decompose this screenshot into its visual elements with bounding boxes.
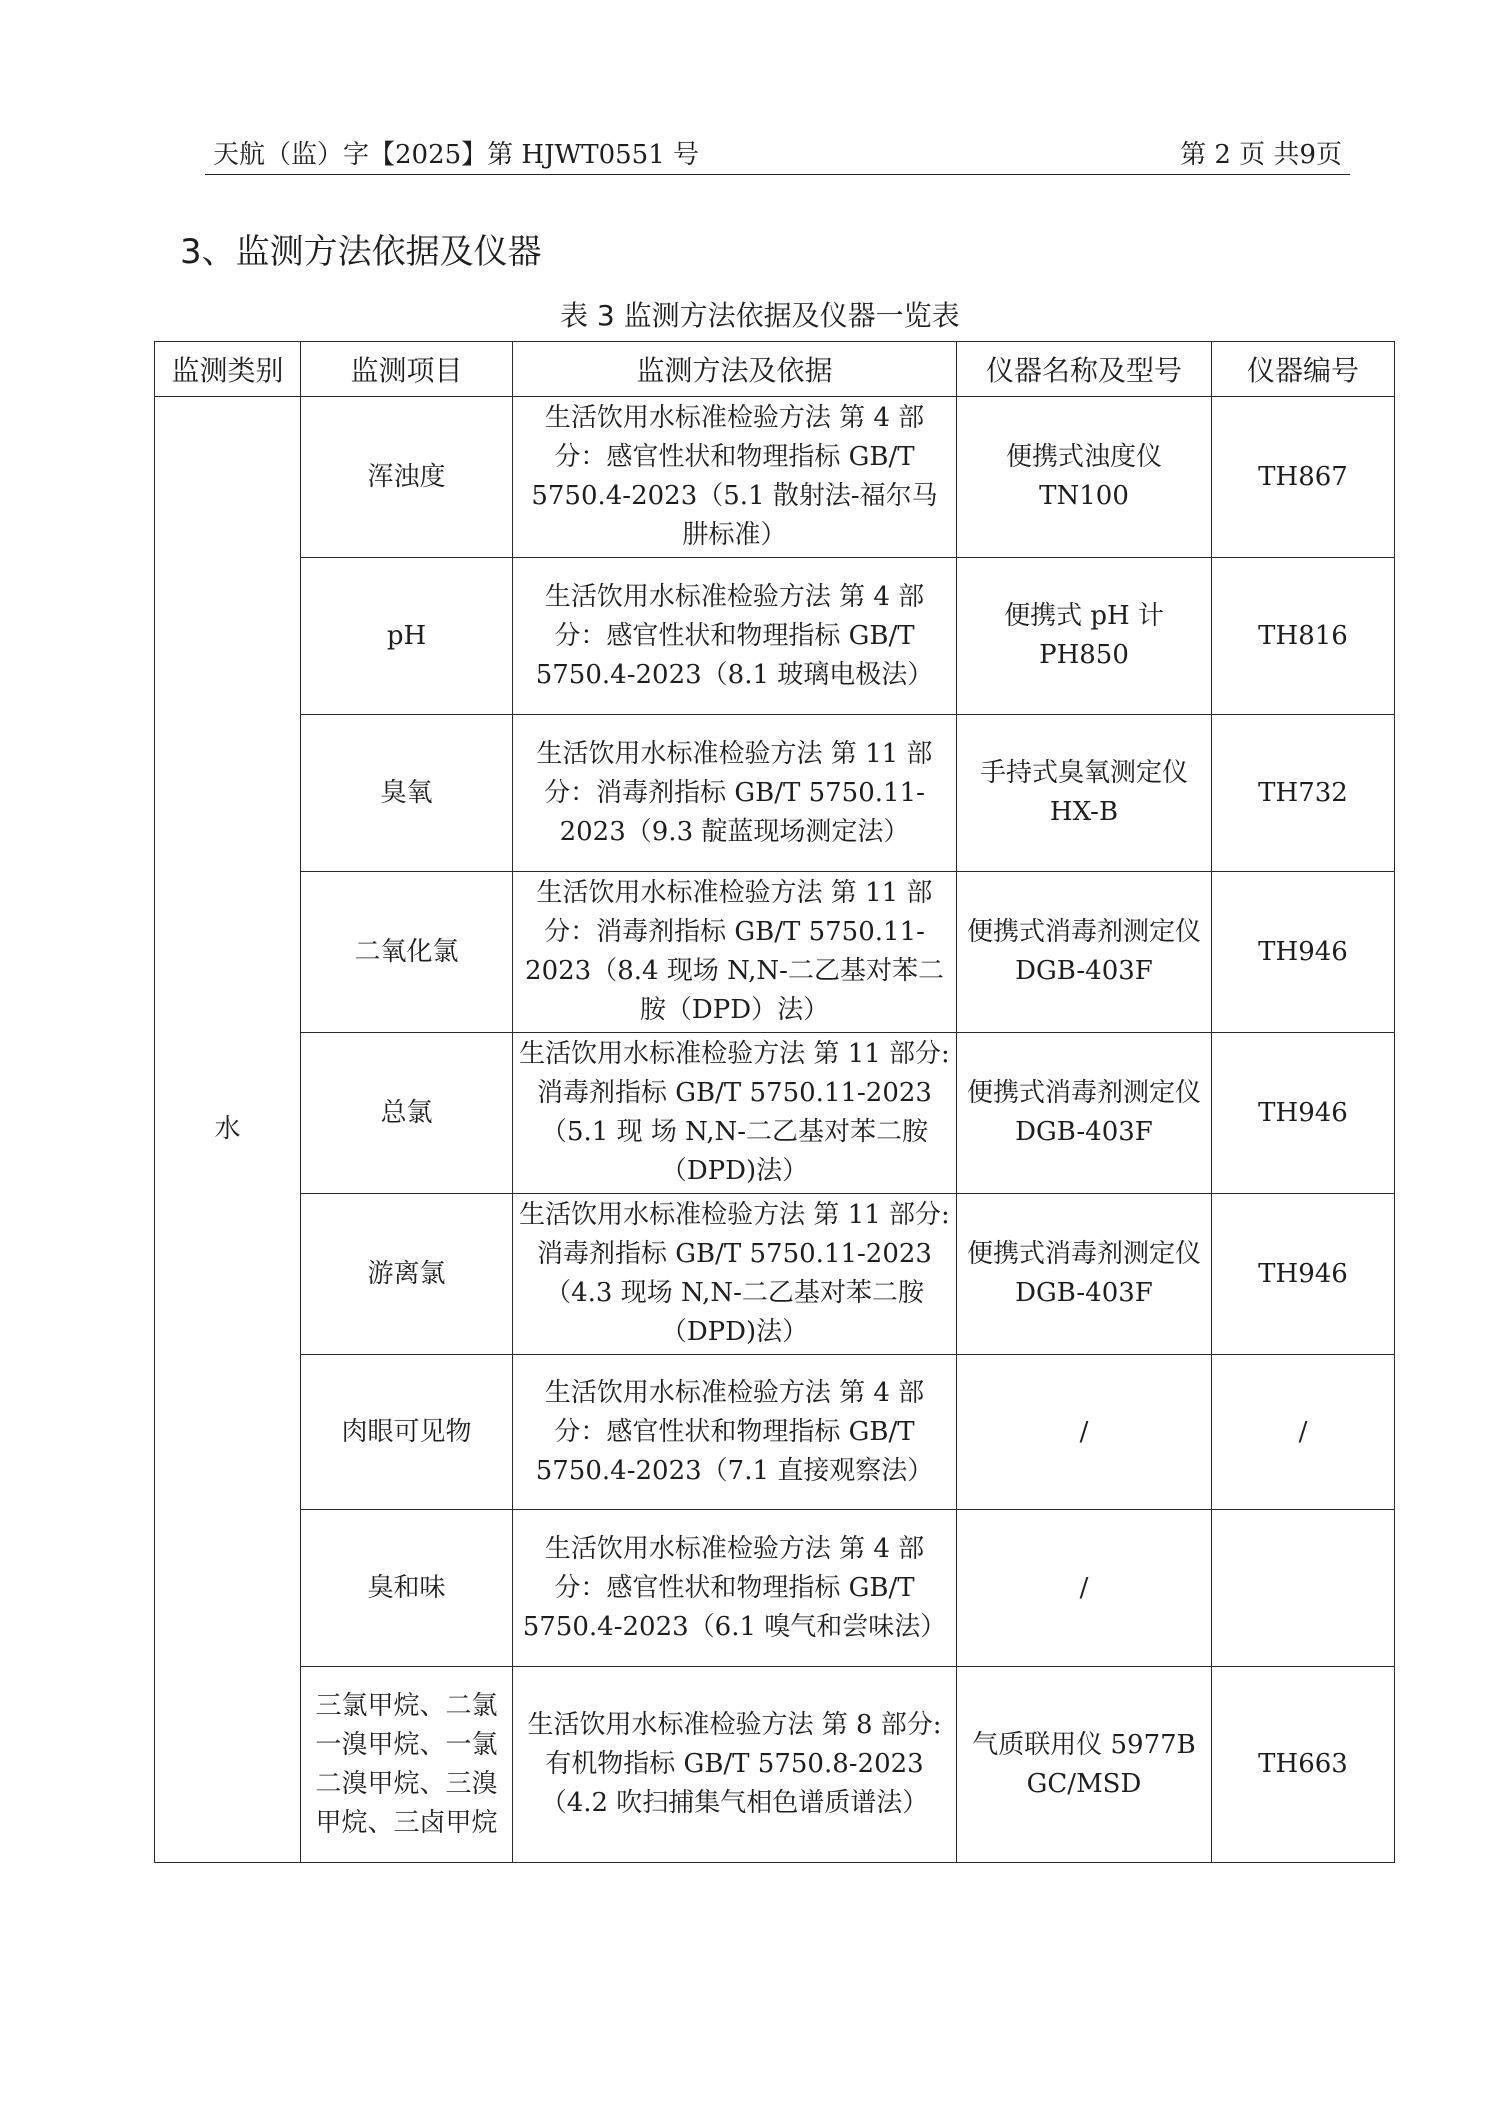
- instrument-cell: 便携式浊度仪 TN100: [957, 397, 1212, 558]
- table-row: [155, 1667, 1395, 1863]
- method-cell: 生活饮用水标准检验方法 第 11 部分：消毒剂指标 GB/T 5750.11-2023（9.3 靛蓝现场测定法）: [513, 715, 957, 872]
- table-row: [155, 1194, 1395, 1355]
- instrument-cell: 手持式臭氧测定仪 HX-B: [957, 715, 1212, 872]
- number-cell: TH732: [1212, 715, 1395, 872]
- table-row: [155, 397, 1395, 558]
- table-row: [155, 1355, 1395, 1510]
- column-header: 仪器编号: [1212, 342, 1395, 397]
- method-cell: 生活饮用水标准检验方法 第 11 部分:消毒剂指标 GB/T 5750.11-2023（4.3 现场 N,N-二乙基对苯二胺（DPD)法）: [513, 1194, 957, 1355]
- item-cell: pH: [301, 558, 513, 715]
- instrument-cell: 便携式消毒剂测定仪 DGB-403F: [957, 872, 1212, 1033]
- methods-table: [154, 341, 1395, 1863]
- column-header: 监测项目: [301, 342, 513, 397]
- number-cell: /: [1212, 1355, 1395, 1510]
- method-cell: 生活饮用水标准检验方法 第 11 部分：消毒剂指标 GB/T 5750.11-2023（8.4 现场 N,N-二乙基对苯二胺（DPD）法）: [513, 872, 957, 1033]
- page-header: [205, 130, 1350, 175]
- table-row: [155, 1033, 1395, 1194]
- table-title: 表 3 监测方法依据及仪器一览表: [560, 299, 960, 332]
- item-cell: 肉眼可见物: [301, 1355, 513, 1510]
- page-info: 第 2 页 共9页: [1180, 140, 1342, 170]
- document-number: 天航（监）字【2025】第 HJWT0551 号: [213, 140, 700, 170]
- item-cell: 二氧化氯: [301, 872, 513, 1033]
- column-header: 监测类别: [155, 342, 301, 397]
- instrument-cell: 便携式消毒剂测定仪 DGB-403F: [957, 1033, 1212, 1194]
- number-cell: TH663: [1212, 1667, 1395, 1863]
- item-cell: 臭和味: [301, 1510, 513, 1667]
- item-cell: 浑浊度: [301, 397, 513, 558]
- table-header-row: [155, 342, 1395, 397]
- method-cell: 生活饮用水标准检验方法 第 4 部分：感官性状和物理指标 GB/T 5750.4-2023（6.1 嗅气和尝味法）: [513, 1510, 957, 1667]
- table-row: [155, 558, 1395, 715]
- table-row: [155, 715, 1395, 872]
- number-cell: TH946: [1212, 1033, 1395, 1194]
- method-cell: 生活饮用水标准检验方法 第 4 部分：感官性状和物理指标 GB/T 5750.4-2023（8.1 玻璃电极法）: [513, 558, 957, 715]
- method-cell: 生活饮用水标准检验方法 第 4 部分：感官性状和物理指标 GB/T 5750.4-2023（7.1 直接观察法）: [513, 1355, 957, 1510]
- column-header: 监测方法及依据: [513, 342, 957, 397]
- instrument-cell: 便携式消毒剂测定仪 DGB-403F: [957, 1194, 1212, 1355]
- item-cell: 游离氯: [301, 1194, 513, 1355]
- number-cell: [1212, 1510, 1395, 1667]
- category-cell: 水: [155, 397, 301, 1863]
- number-cell: TH867: [1212, 397, 1395, 558]
- table-row: [155, 1510, 1395, 1667]
- section-title: 3、监测方法依据及仪器: [180, 232, 542, 272]
- number-cell: TH946: [1212, 1194, 1395, 1355]
- table-row: [155, 872, 1395, 1033]
- instrument-cell: /: [957, 1510, 1212, 1667]
- method-cell: 生活饮用水标准检验方法 第 11 部分:消毒剂指标 GB/T 5750.11-2023（5.1 现 场 N,N-二乙基对苯二胺（DPD)法）: [513, 1033, 957, 1194]
- item-cell: 总氯: [301, 1033, 513, 1194]
- number-cell: TH816: [1212, 558, 1395, 715]
- item-cell: 臭氧: [301, 715, 513, 872]
- item-cell: 三氯甲烷、二氯一溴甲烷、一氯二溴甲烷、三溴甲烷、三卤甲烷: [301, 1667, 513, 1863]
- number-cell: TH946: [1212, 872, 1395, 1033]
- instrument-cell: 便携式 pH 计 PH850: [957, 558, 1212, 715]
- instrument-cell: /: [957, 1355, 1212, 1510]
- instrument-cell: 气质联用仪 5977B GC/MSD: [957, 1667, 1212, 1863]
- column-header: 仪器名称及型号: [957, 342, 1212, 397]
- method-cell: 生活饮用水标准检验方法 第 4 部分：感官性状和物理指标 GB/T 5750.4-2023（5.1 散射法-福尔马肼标准）: [513, 397, 957, 558]
- method-cell: 生活饮用水标准检验方法 第 8 部分:有机物指标 GB/T 5750.8-2023（4.2 吹扫捕集气相色谱质谱法）: [513, 1667, 957, 1863]
